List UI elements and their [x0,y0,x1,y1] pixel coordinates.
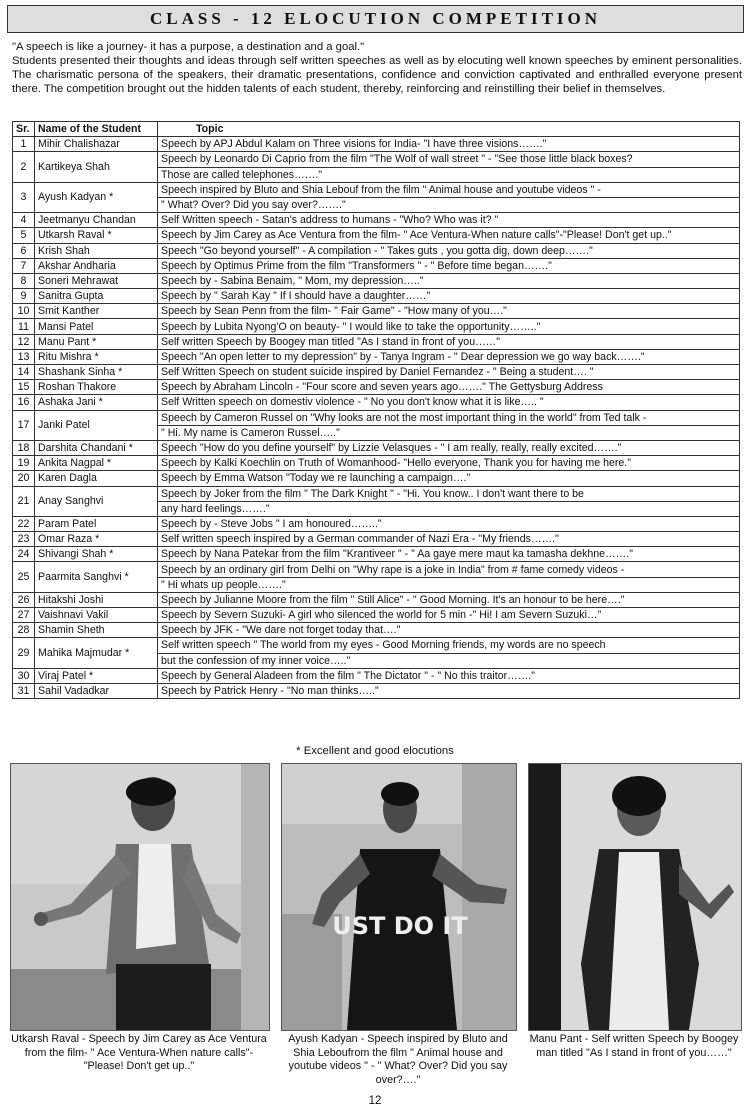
cell-sr: 17 [13,410,35,440]
cell-student-name: Shamin Sheth [35,623,158,638]
table-row [13,683,740,698]
page-number: 12 [368,1095,382,1107]
footnote: * Excellent and good elocutions [296,745,454,757]
cell-sr: 13 [13,349,35,364]
cell-sr: 6 [13,243,35,258]
cell-sr: 7 [13,258,35,273]
cell-topic: Speech by Joker from the film " The Dark Knight " - "Hi. You know.. I don't want there to be [158,486,740,501]
quote: "A speech is like a journey- it has a purpose, a destination and a goal." [12,41,365,53]
table-row [13,395,740,410]
cell-topic: Self Written speech - Satan's address to humans - "Who? Who was it? " [158,213,740,228]
cell-student-name: Ayush Kadyan * [35,182,158,212]
table-row [13,349,740,364]
photo-manu [528,763,742,1031]
cell-student-name: Janki Patel [35,410,158,440]
cell-topic: Speech by Cameron Russel on "Why looks are not the most important thing in the world" from Ted talk - [158,410,740,425]
cell-student-name: Krish Shah [35,243,158,258]
cell-topic: Speech by - Sabina Benaim, " Mom, my depression….." [158,273,740,288]
tshirt-text: UST DO IT [332,912,468,940]
cell-topic: Speech by General Aladeen from the film " The Dictator " - " No this traitor……." [158,668,740,683]
cell-topic: Speech "How do you define yourself" by Lizzie Velasques - " I am really, really, really excited……." [158,440,740,455]
cell-student-name: Sahil Vadadkar [35,683,158,698]
table-row [13,334,740,349]
cell-student-name: Mansi Patel [35,319,158,334]
table-row [13,228,740,243]
cell-sr: 21 [13,486,35,516]
cell-student-name: Jeetmanyu Chandan [35,213,158,228]
cell-student-name: Akshar Andharia [35,258,158,273]
cell-sr: 5 [13,228,35,243]
cell-sr: 11 [13,319,35,334]
cell-topic: Speech by JFK - "We dare not forget today that…." [158,623,740,638]
intro-paragraph: Students presented their thoughts and ideas through self written speeches as well as by elocuting well known speeches by eminent personalities. The charismatic persona of the speakers, their dramatic presentations, confidence and conviction captivated and enthralled everyone present there. The competition brought out the hidden talents of each student, thereby, reinforcing and reinstilling their belief in themselves. [12,55,742,95]
cell-sr: 18 [13,440,35,455]
table-row [13,243,740,258]
table-row [13,623,740,638]
cell-sr: 2 [13,152,35,182]
table-row [13,592,740,607]
table-row [13,516,740,531]
table-row [13,258,740,273]
table-row [13,380,740,395]
table-row [13,486,740,501]
cell-student-name: Hitakshi Joshi [35,592,158,607]
table-row [13,213,740,228]
cell-topic: Speech by APJ Abdul Kalam on Three visions for India- "I have three visions……." [158,137,740,152]
cell-topic: but the confession of my inner voice….." [158,653,740,668]
cell-topic: any hard feelings……." [158,501,740,516]
cell-topic: Self written Speech by Boogey man titled "As I stand in front of you……" [158,334,740,349]
cell-student-name: Manu Pant * [35,334,158,349]
table-row [13,638,740,653]
photo-ayush [281,763,517,1031]
cell-topic: Speech by Sean Penn from the film- " Fair Game" - "How many of you…." [158,304,740,319]
table-row [13,608,740,623]
cell-sr: 26 [13,592,35,607]
header-topic: Topic [158,122,740,137]
cell-student-name: Sanitra Gupta [35,289,158,304]
cell-sr: 22 [13,516,35,531]
cell-sr: 23 [13,532,35,547]
cell-topic: Speech by Optimus Prime from the film "Transformers " - " Before time began……." [158,258,740,273]
cell-sr: 3 [13,182,35,212]
cell-student-name: Shashank Sinha * [35,365,158,380]
cell-topic: Speech by an ordinary girl from Delhi on "Why rape is a joke in India" from # fame comedy videos - [158,562,740,577]
table-header-row [13,122,740,137]
cell-student-name: Ashaka Jani * [35,395,158,410]
cell-sr: 12 [13,334,35,349]
cell-student-name: Viraj Patel * [35,668,158,683]
table-row [13,547,740,562]
table-row [13,304,740,319]
table-row [13,456,740,471]
cell-student-name: Kartikeya Shah [35,152,158,182]
table-row [13,410,740,425]
cell-topic: Speech by Emma Watson "Today we re launching a campaign…." [158,471,740,486]
cell-topic: Self Written speech on domestiv violence - " No you don't know what it is like….. " [158,395,740,410]
cell-student-name: Ankita Nagpal * [35,456,158,471]
header-name: Name of the Student [35,122,158,137]
table-row [13,182,740,197]
cell-sr: 1 [13,137,35,152]
cell-topic: Speech by Severn Suzuki- A girl who silenced the world for 5 min -" Hi! I am Severn Suzuki…" [158,608,740,623]
table-row [13,289,740,304]
cell-sr: 27 [13,608,35,623]
cell-student-name: Omar Raza * [35,532,158,547]
cell-student-name: Param Patel [35,516,158,531]
cell-sr: 20 [13,471,35,486]
table-row [13,137,740,152]
cell-sr: 25 [13,562,35,592]
cell-topic: Self written speech inspired by a German commander of Nazi Era - "My friends……." [158,532,740,547]
cell-sr: 14 [13,365,35,380]
cell-topic: Speech by Nana Patekar from the film "Krantiveer " - " Aa gaye mere maut ka tamasha dekhne……." [158,547,740,562]
cell-student-name: Smit Kanther [35,304,158,319]
cell-topic: Speech by - Steve Jobs " I am honoured…….." [158,516,740,531]
cell-student-name: Utkarsh Raval * [35,228,158,243]
cell-topic: Speech by Jim Carey as Ace Ventura from the film- " Ace Ventura-When nature calls"-"Please! Don't get up.." [158,228,740,243]
header-sr: Sr. [13,122,35,137]
cell-topic: Those are called telephones……." [158,167,740,182]
caption-ayush: Ayush Kadyan - Speech inspired by Bluto and Shia Leboufrom the film " Animal house and youtube videos " - " What? Over? Did you say over?…." [288,1033,508,1086]
cell-sr: 28 [13,623,35,638]
table-row [13,319,740,334]
cell-student-name: Mihir Chalishazar [35,137,158,152]
cell-topic: Speech by Julianne Moore from the film " Still Alice" - " Good Morning. It's an honour to be here…." [158,592,740,607]
cell-sr: 31 [13,683,35,698]
cell-topic: Speech by Lubita Nyong'O on beauty- " I would like to take the opportunity…….." [158,319,740,334]
cell-topic: Speech "An open letter to my depression" by - Tanya Ingram - " Dear depression we go way back……." [158,349,740,364]
cell-student-name: Vaishnavi Vakil [35,608,158,623]
table-body [13,137,740,699]
cell-topic: Speech by Leonardo Di Caprio from the film "The Wolf of wall street " - "See those little black boxes? [158,152,740,167]
cell-student-name: Darshita Chandani * [35,440,158,455]
photo-utkarsh [10,763,270,1031]
cell-sr: 4 [13,213,35,228]
cell-sr: 10 [13,304,35,319]
cell-sr: 19 [13,456,35,471]
cell-topic: Speech by " Sarah Kay " If I should have a daughter……" [158,289,740,304]
caption-utkarsh: Utkarsh Raval - Speech by Jim Carey as Ace Ventura from the film- " Ace Ventura-When nature calls"-"Please! Don't get up.." [11,1033,267,1072]
cell-sr: 16 [13,395,35,410]
cell-topic: Speech by Kalki Koechlin on Truth of Womanhood- "Hello everyone, Thank you for having me here." [158,456,740,471]
caption-manu: Manu Pant - Self written Speech by Boogey man titled "As I stand in front of you……" [529,1033,739,1059]
cell-topic: Self written speech " The world from my eyes - Good Morning friends, my words are no speech [158,638,740,653]
cell-student-name: Karen Dagla [35,471,158,486]
cell-topic: Speech by Abraham Lincoln - "Four score and seven years ago……." The Gettysburg Address [158,380,740,395]
cell-sr: 9 [13,289,35,304]
cell-topic: Speech "Go beyond yourself" - A compilation - " Takes guts , you gotta dig, down deep……." [158,243,740,258]
table-row [13,152,740,167]
cell-topic: Self Written Speech on student suicide inspired by Daniel Fernandez - " Being a student…. " [158,365,740,380]
table-row [13,440,740,455]
table-row [13,471,740,486]
cell-topic: Speech by Patrick Henry - "No man thinks….." [158,683,740,698]
table-row [13,532,740,547]
cell-student-name: Ritu Mishra * [35,349,158,364]
cell-student-name: Mahika Majmudar * [35,638,158,668]
table-row [13,562,740,577]
cell-sr: 15 [13,380,35,395]
cell-sr: 30 [13,668,35,683]
cell-topic: Speech inspired by Bluto and Shia Lebouf from the film " Animal house and youtube videos " - [158,182,740,197]
cell-student-name: Roshan Thakore [35,380,158,395]
cell-student-name: Paarmita Sanghvi * [35,562,158,592]
cell-topic: " Hi whats up people……." [158,577,740,592]
table-row [13,273,740,288]
cell-student-name: Anay Sanghvi [35,486,158,516]
cell-topic: " Hi. My name is Cameron Russel….." [158,425,740,440]
cell-sr: 8 [13,273,35,288]
cell-student-name: Shivangi Shah * [35,547,158,562]
cell-sr: 29 [13,638,35,668]
cell-topic: " What? Over? Did you say over?……." [158,197,740,212]
cell-sr: 24 [13,547,35,562]
cell-student-name: Soneri Mehrawat [35,273,158,288]
students-table [12,121,740,699]
table-row [13,365,740,380]
page-title: CLASS - 12 ELOCUTION COMPETITION [7,5,744,33]
table-row [13,668,740,683]
